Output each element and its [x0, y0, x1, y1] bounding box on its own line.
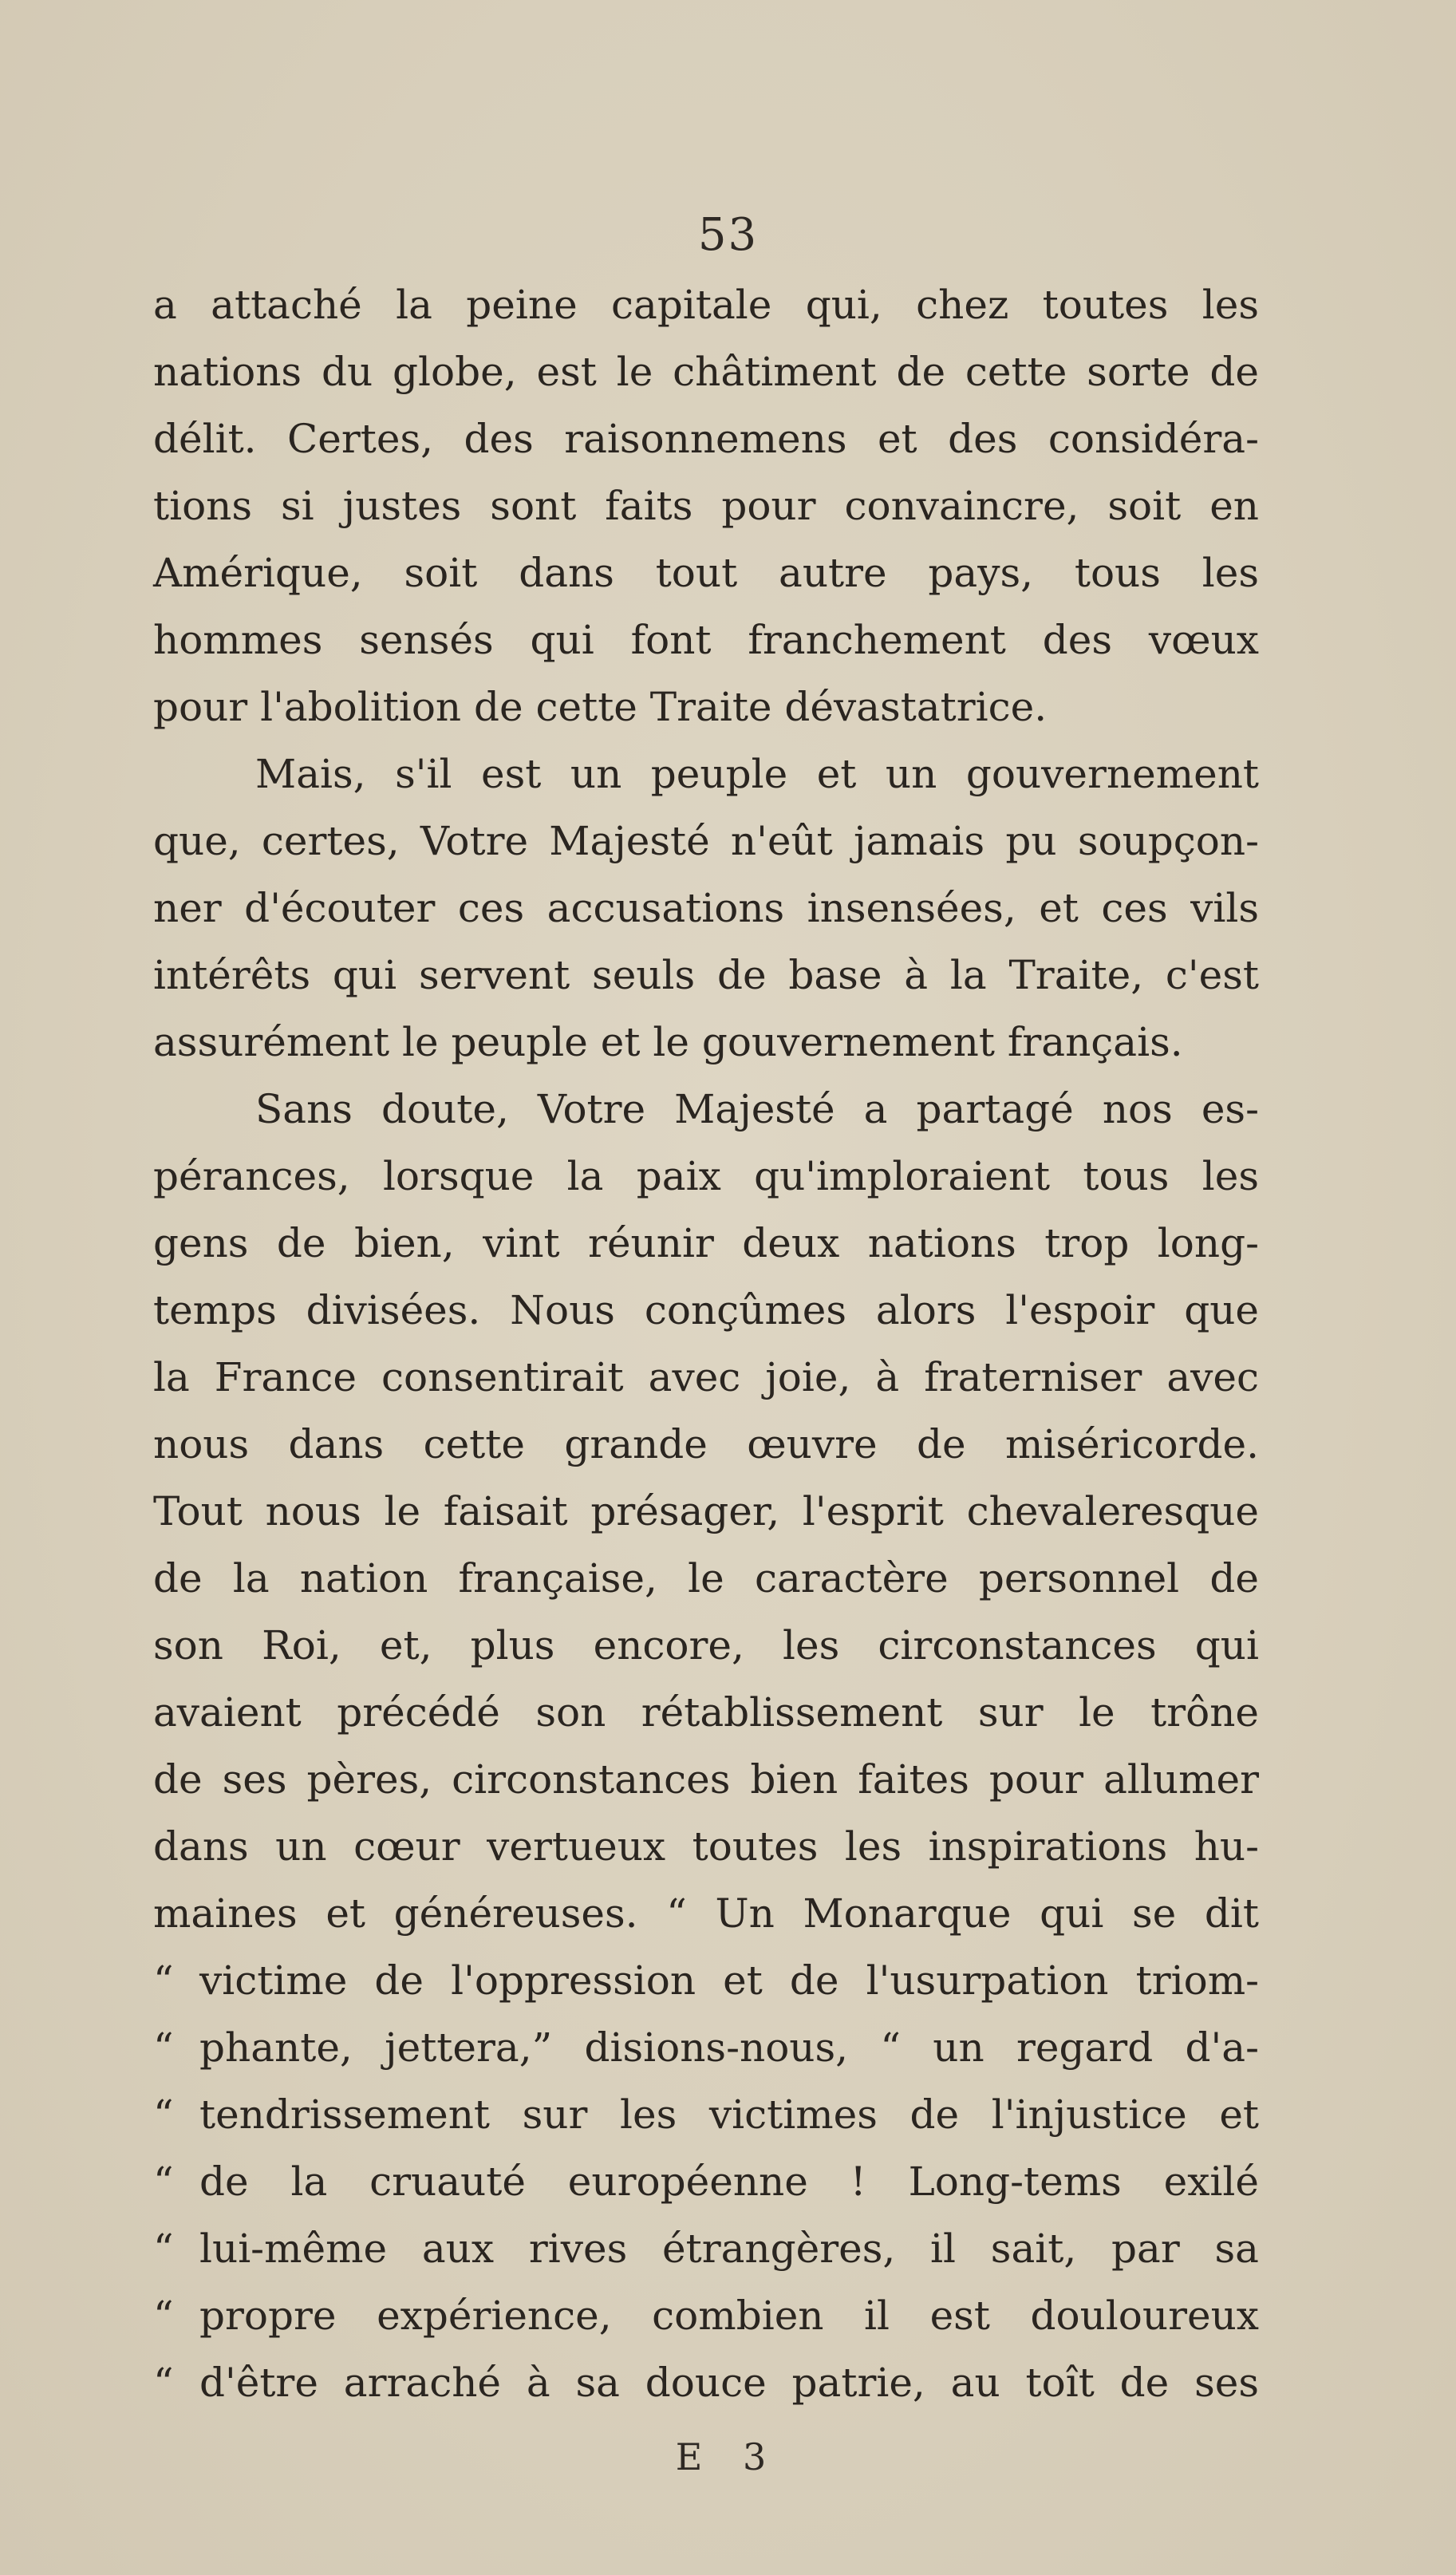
quoted-line: [153, 2349, 1259, 2416]
text-line: nous dans cette grande œuvre de miséricorde.: [153, 1421, 1259, 1467]
quoted-line: [153, 2215, 1259, 2282]
quoted-line: [153, 1947, 1259, 2014]
text-line: pour l'abolition de cette Traite dévastatrice.: [153, 684, 1048, 730]
text-line: de ses pères, circonstances bien faites pour allumer: [153, 1756, 1259, 1803]
quote-mark: “: [153, 2091, 174, 2138]
text-line: de la cruauté européenne ! Long-tems exilé: [199, 2158, 1259, 2205]
quote-mark: “: [153, 2293, 174, 2339]
text-line: phante, jettera,” disions-nous, “ un regard d'a-: [199, 2024, 1259, 2071]
quote-mark: “: [153, 2024, 174, 2071]
quoted-line: [153, 2148, 1259, 2215]
text-line: a attaché la peine capitale qui, chez toutes les: [153, 282, 1259, 328]
text-line: Sans doute, Votre Majesté a partagé nos es-: [255, 1086, 1259, 1132]
quoted-line: [153, 2081, 1259, 2148]
text-line: son Roi, et, plus encore, les circonstances qui: [153, 1622, 1259, 1669]
text-line: lui-même aux rives étrangères, il sait, par sa: [199, 2225, 1259, 2272]
text-line: victime de l'oppression et de l'usurpation triom-: [199, 1957, 1259, 2004]
text-line: intérêts qui servent seuls de base à la Traite, c'est: [153, 952, 1259, 998]
text-line: pérances, lorsque la paix qu'imploraient tous les: [153, 1153, 1259, 1199]
text-line: la France consentirait avec joie, à fraterniser avec: [153, 1354, 1259, 1400]
text-line: délit. Certes, des raisonnemens et des considéra-: [153, 416, 1259, 462]
text-line: propre expérience, combien il est douloureux: [199, 2293, 1259, 2339]
text-line: tions si justes sont faits pour convaincre, soit en: [153, 483, 1259, 529]
text-line: dans un cœur vertueux toutes les inspirations hu-: [153, 1823, 1259, 1870]
text-line: assurément le peuple et le gouvernement français.: [153, 1019, 1183, 1065]
text-line: gens de bien, vint réunir deux nations trop long-: [153, 1220, 1259, 1266]
text-line: que, certes, Votre Majesté n'eût jamais pu soupçon-: [153, 818, 1259, 864]
text-line: nations du globe, est le châtiment de cette sorte de: [153, 349, 1259, 395]
text-line: Tout nous le faisait présager, l'esprit chevaleresque: [153, 1488, 1259, 1534]
text-line: temps divisées. Nous conçûmes alors l'espoir que: [153, 1287, 1259, 1333]
text-line: maines et généreuses. “ Un Monarque qui se dit: [153, 1890, 1259, 1937]
quote-mark: “: [153, 2360, 174, 2406]
text-line: de la nation française, le caractère personnel de: [153, 1555, 1259, 1601]
quoted-line: [153, 2282, 1259, 2349]
text-line: tendrissement sur les victimes de l'injustice et: [199, 2091, 1259, 2138]
signature-mark: E 3: [675, 2435, 781, 2478]
quoted-line: [153, 2014, 1259, 2081]
quote-mark: “: [153, 1957, 174, 2004]
text-line: hommes sensés qui font franchement des vœux: [153, 617, 1259, 663]
page-number: 53: [697, 209, 759, 261]
text-line: ner d'écouter ces accusations insensées, et ces vils: [153, 885, 1259, 931]
text-line: d'être arraché à sa douce patrie, au toît de ses: [199, 2360, 1259, 2406]
text-line: Mais, s'il est un peuple et un gouvernement: [255, 751, 1259, 797]
quote-mark: “: [153, 2225, 174, 2272]
text-line: Amérique, soit dans tout autre pays, tous les: [153, 550, 1259, 596]
quote-mark: “: [153, 2158, 174, 2205]
text-line: avaient précédé son rétablissement sur le trône: [153, 1689, 1259, 1736]
